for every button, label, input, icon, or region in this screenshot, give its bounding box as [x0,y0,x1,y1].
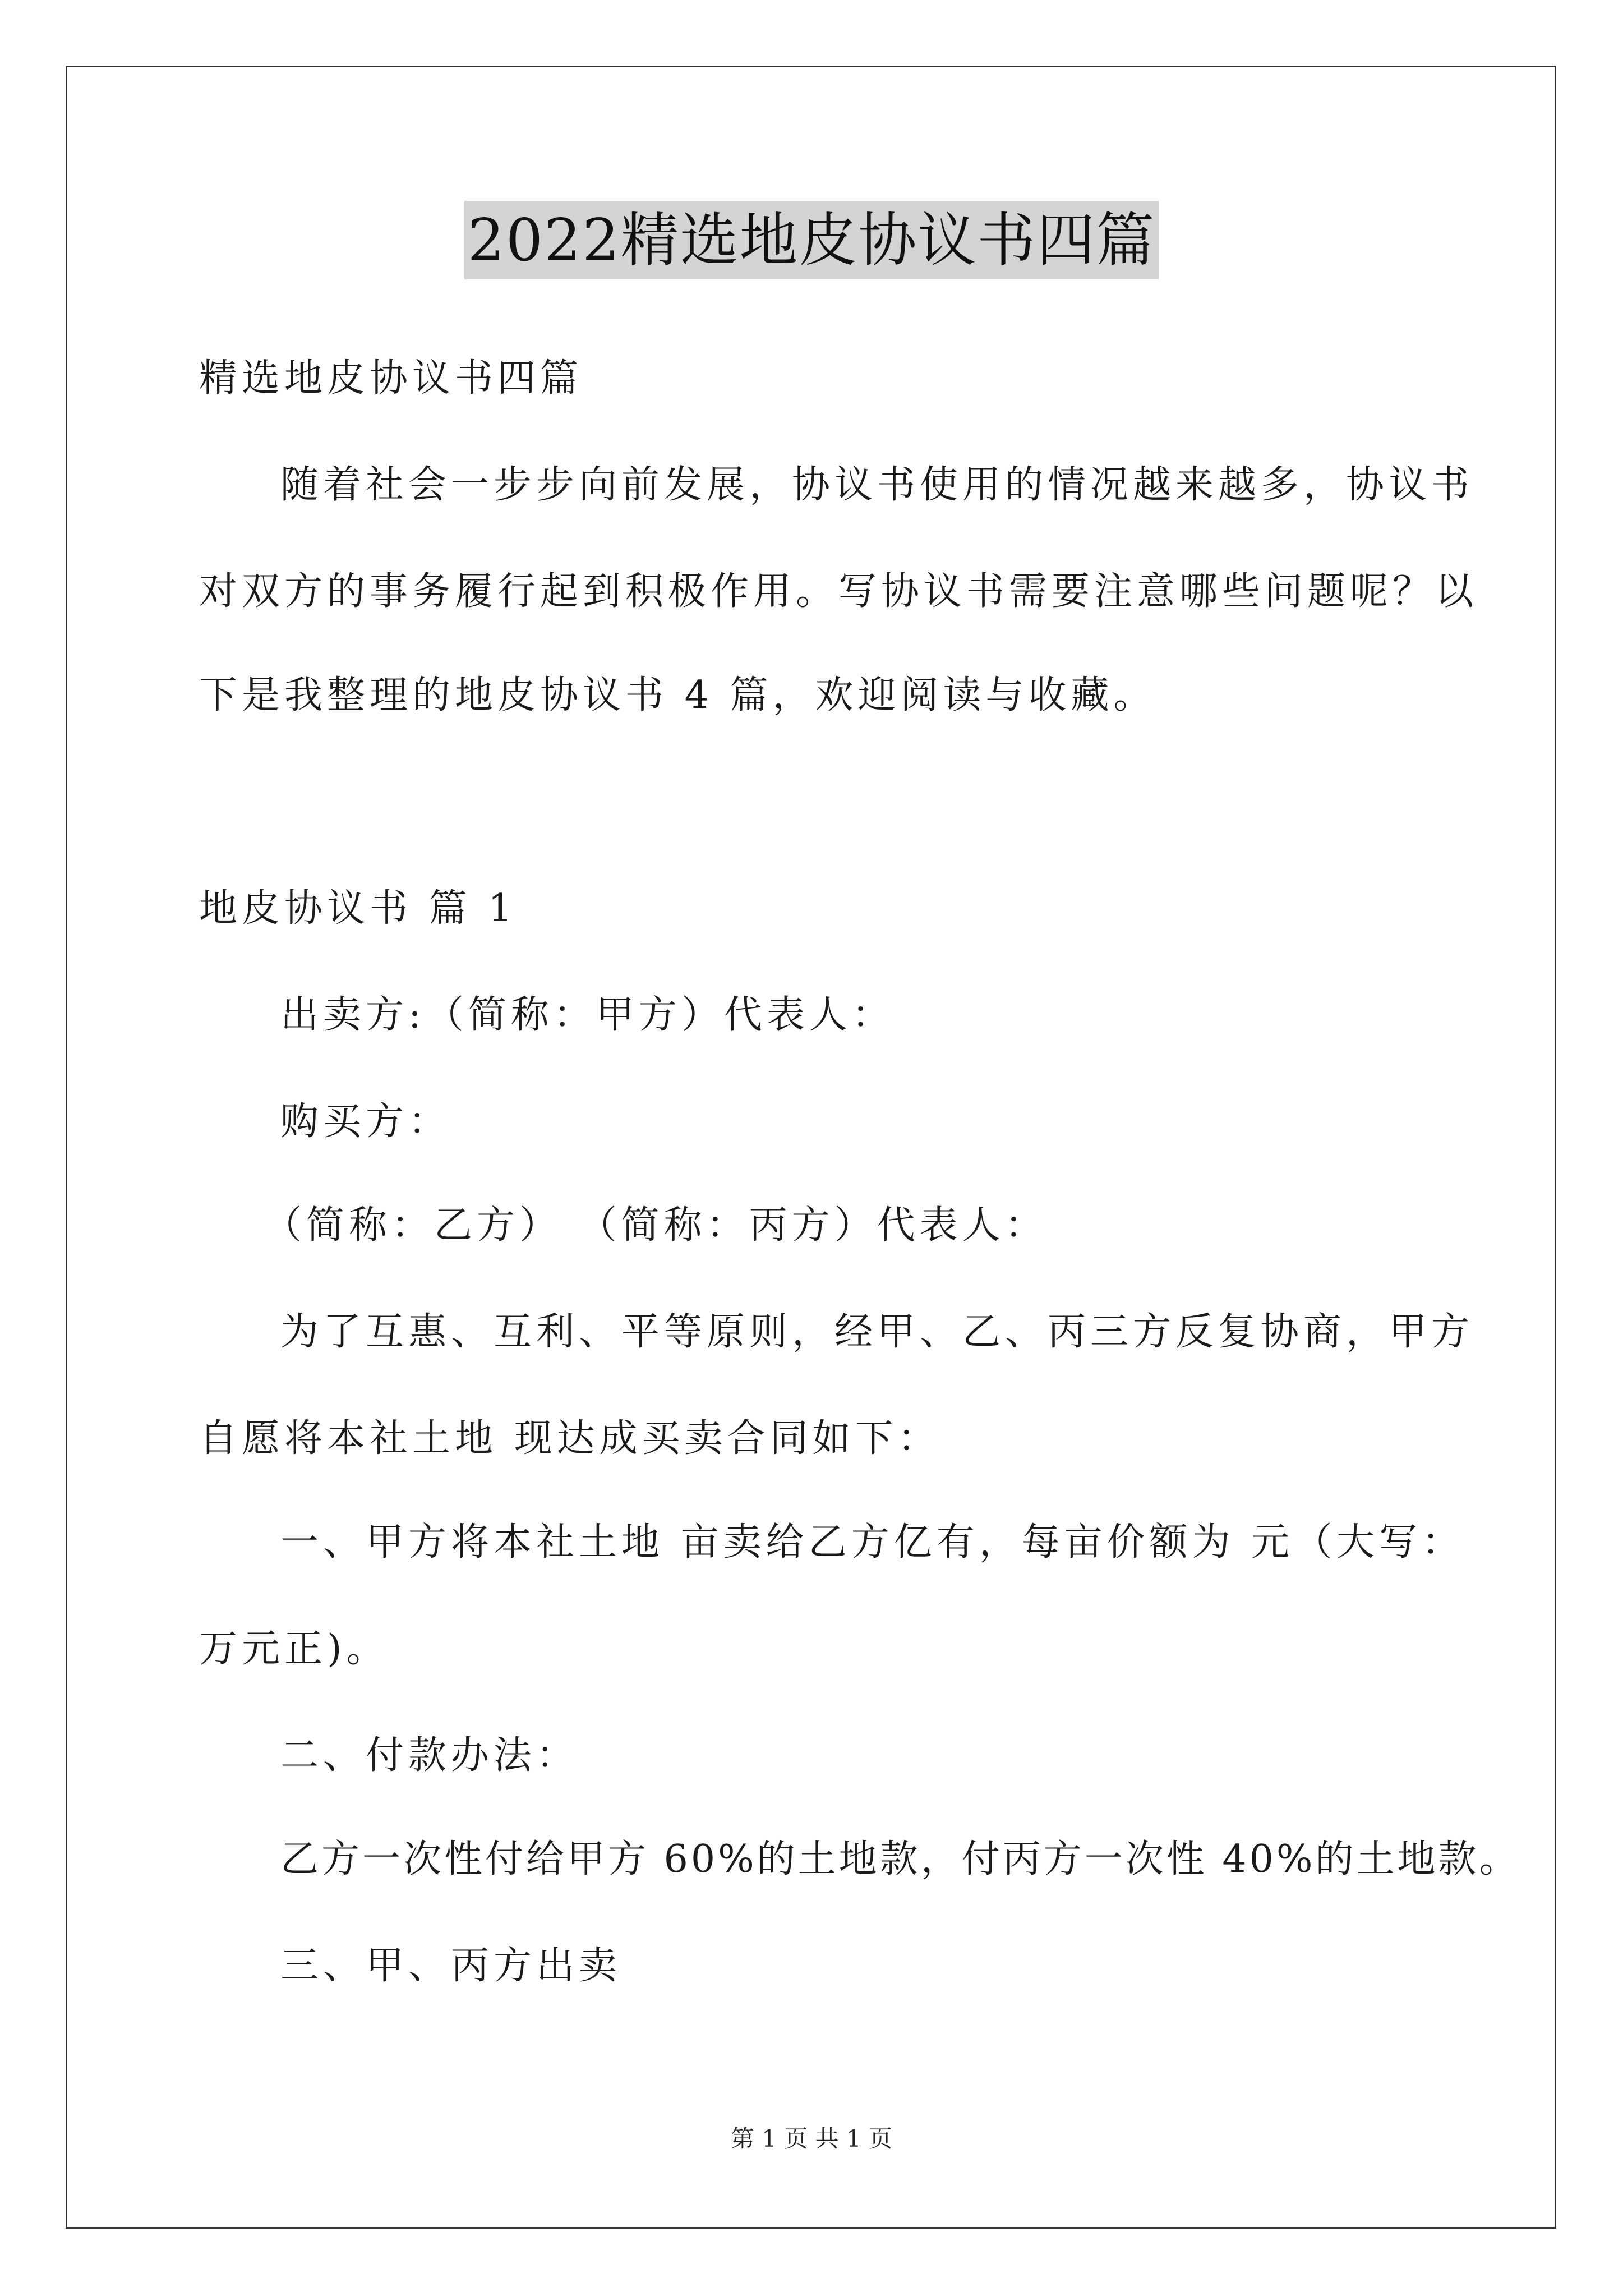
body-line-8: 二、付款办法： [280,1733,579,1778]
body-line-10: 三、甲、丙方出卖 [280,1944,622,1988]
title-container [0,201,1623,279]
document-title: 2022精选地皮协议书四篇 [464,201,1159,279]
body-line-9: 乙方一次性付给甲方 60%的土地款，付丙方一次性 40%的土地款。 [280,1837,1520,1881]
body-line-2: 购买方： [280,1099,451,1144]
intro-line-2: 对双方的事务履行起到积极作用。写协议书需要注意哪些问题呢？以 [199,569,1478,614]
intro-line-1: 随着社会一步步向前发展，协议书使用的情况越来越多，协议书 [280,463,1474,507]
body-line-6: 一、甲方将本社土地 亩卖给乙方亿有，每亩价额为 元（大写： [280,1520,1465,1565]
body-line-1: 出卖方:（简称：甲方）代表人： [280,993,895,1037]
body-line-5: 自愿将本社土地 现达成买卖合同如下： [199,1416,940,1461]
document-subtitle: 精选地皮协议书四篇 [199,356,583,401]
body-line-7: 万元正)。 [199,1627,389,1671]
body-line-3: （简称：乙方） （简称：丙方）代表人： [264,1203,1048,1248]
page-footer: 第 1 页 共 1 页 [730,2125,893,2152]
intro-line-3: 下是我整理的地皮协议书 4 篇，欢迎阅读与收藏。 [199,673,1156,717]
section-heading: 地皮协议书 篇 1 [199,886,517,931]
body-line-4: 为了互惠、互利、平等原则，经甲、乙、丙三方反复协商，甲方 [280,1310,1474,1354]
